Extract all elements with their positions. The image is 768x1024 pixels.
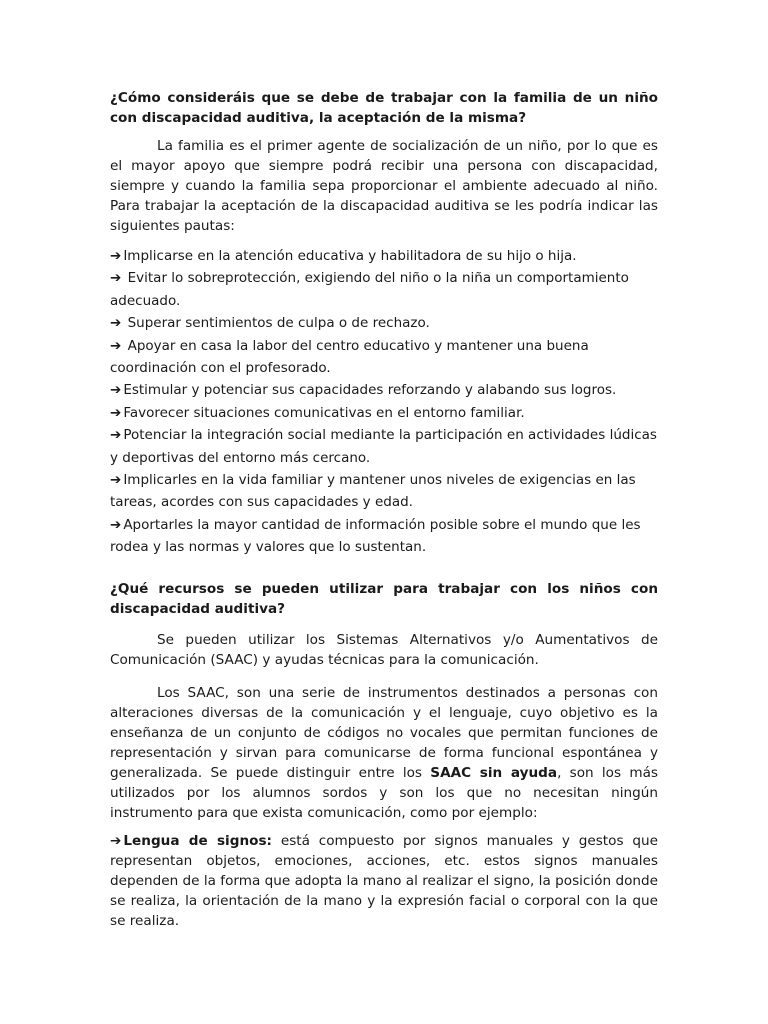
list-item [110, 514, 658, 559]
question-1-block [110, 88, 658, 128]
list-item-text: Evitar lo sobreprotección, exigiendo del niño o la niña un comportamiento adecuado. [110, 270, 629, 309]
list-item-text: Potenciar la integración social mediante la participación en actividades lúdicas y deportivas del entorno más cercano. [110, 427, 657, 466]
arrow-icon: ➔ [110, 315, 122, 332]
list-item [110, 335, 658, 380]
question-2-block [110, 579, 658, 619]
arrow-icon: ➔ [110, 248, 122, 264]
list-item-text: Estimular y potenciar sus capacidades reforzando y alabando sus logros. [123, 382, 617, 399]
list-item [110, 402, 658, 424]
paragraph-4-block [110, 831, 658, 931]
list-item [110, 379, 658, 401]
paragraph-saac-intro: Se pueden utilizar los Sistemas Alternativos y/o Aumentativos de Comunicación (SAAC) y ayudas técnicas para la comunicación. [110, 632, 658, 668]
arrow-icon: ➔ [110, 382, 122, 399]
arrow-icon: ➔ [110, 833, 122, 849]
paragraph-1-block [110, 136, 658, 236]
paragraph-2-block [110, 630, 658, 670]
sign-language-term: Lengua de signos: [123, 833, 272, 849]
list-item-text: Implicarse en la atención educativa y habilitadora de su hijo o hija. [123, 248, 577, 264]
arrow-icon: ➔ [110, 516, 122, 533]
list-item [110, 312, 658, 334]
paragraph-saac-definition [110, 683, 658, 823]
question-2-heading: ¿Qué recursos se pueden utilizar para trabajar con los niños con discapacidad auditiva? [110, 581, 658, 617]
sign-language-text: está compuesto por signos manuales y gestos que representan objetos, emociones, acciones, etc. estos signos manuales dependen de la forma que adopta la mano al realizar el signo, la posición donde se realiza, la orientación de la mano y la expresión facial o corporal con la que se realiza. [110, 833, 658, 929]
arrow-icon: ➔ [110, 270, 122, 287]
paragraph-3-block [110, 683, 658, 823]
arrow-icon: ➔ [110, 337, 122, 354]
list-item-text: Apoyar en casa la labor del centro educativo y mantener una buena coordinación con el profesorado. [110, 337, 589, 377]
saac-sin-ayuda-term: SAAC sin ayuda [430, 765, 558, 781]
saac-text-before: Los SAAC, son una serie de instrumentos destinados a personas con alteraciones diversas de la comunicación y el lenguaje, cuyo objetivo es la enseñanza de un conjunto de códigos no vocales que permitan funciones de representación y sirvan para comunicarse de forma funcional espontánea y generalizada. Se puede distinguir entre los [110, 685, 658, 781]
list-item-text: Aportarles la mayor cantidad de información posible sobre el mundo que les rodea y las normas y valores que lo sustentan. [110, 516, 641, 556]
list-item [110, 267, 658, 312]
arrow-icon: ➔ [110, 472, 122, 489]
guidelines-list [110, 245, 658, 559]
question-1-heading: ¿Cómo consideráis que se debe de trabajar con la familia de un niño con discapacidad auditiva, la aceptación de la misma? [110, 90, 658, 126]
paragraph-family-role: La familia es el primer agente de socialización de un niño, por lo que es el mayor apoyo que siempre podrá recibir una persona con discapacidad, siempre y cuando la familia sepa proporcionar el ambiente adecuado al niño. Para trabajar la aceptación de la discapacidad auditiva se les podría indicar las siguientes pautas: [110, 138, 658, 234]
list-item [110, 469, 658, 514]
arrow-icon: ➔ [110, 404, 122, 421]
guidelines-list-block [110, 245, 658, 559]
saac-text-after: , son los más utilizados por los alumnos sordos y son los que no necesitan ningún instrumento para que exista comunicación, como por ejemplo: [110, 765, 658, 821]
list-item-text: Implicarles en la vida familiar y mantener unos niveles de exigencias en las tareas, acordes con sus capacidades y edad. [110, 472, 636, 511]
list-item [110, 424, 658, 469]
list-item-text: Superar sentimientos de culpa o de rechazo. [123, 315, 430, 332]
list-item [110, 245, 658, 267]
list-item-text: Favorecer situaciones comunicativas en el entorno familiar. [123, 404, 525, 421]
arrow-icon: ➔ [110, 427, 122, 444]
paragraph-sign-language [110, 831, 658, 931]
